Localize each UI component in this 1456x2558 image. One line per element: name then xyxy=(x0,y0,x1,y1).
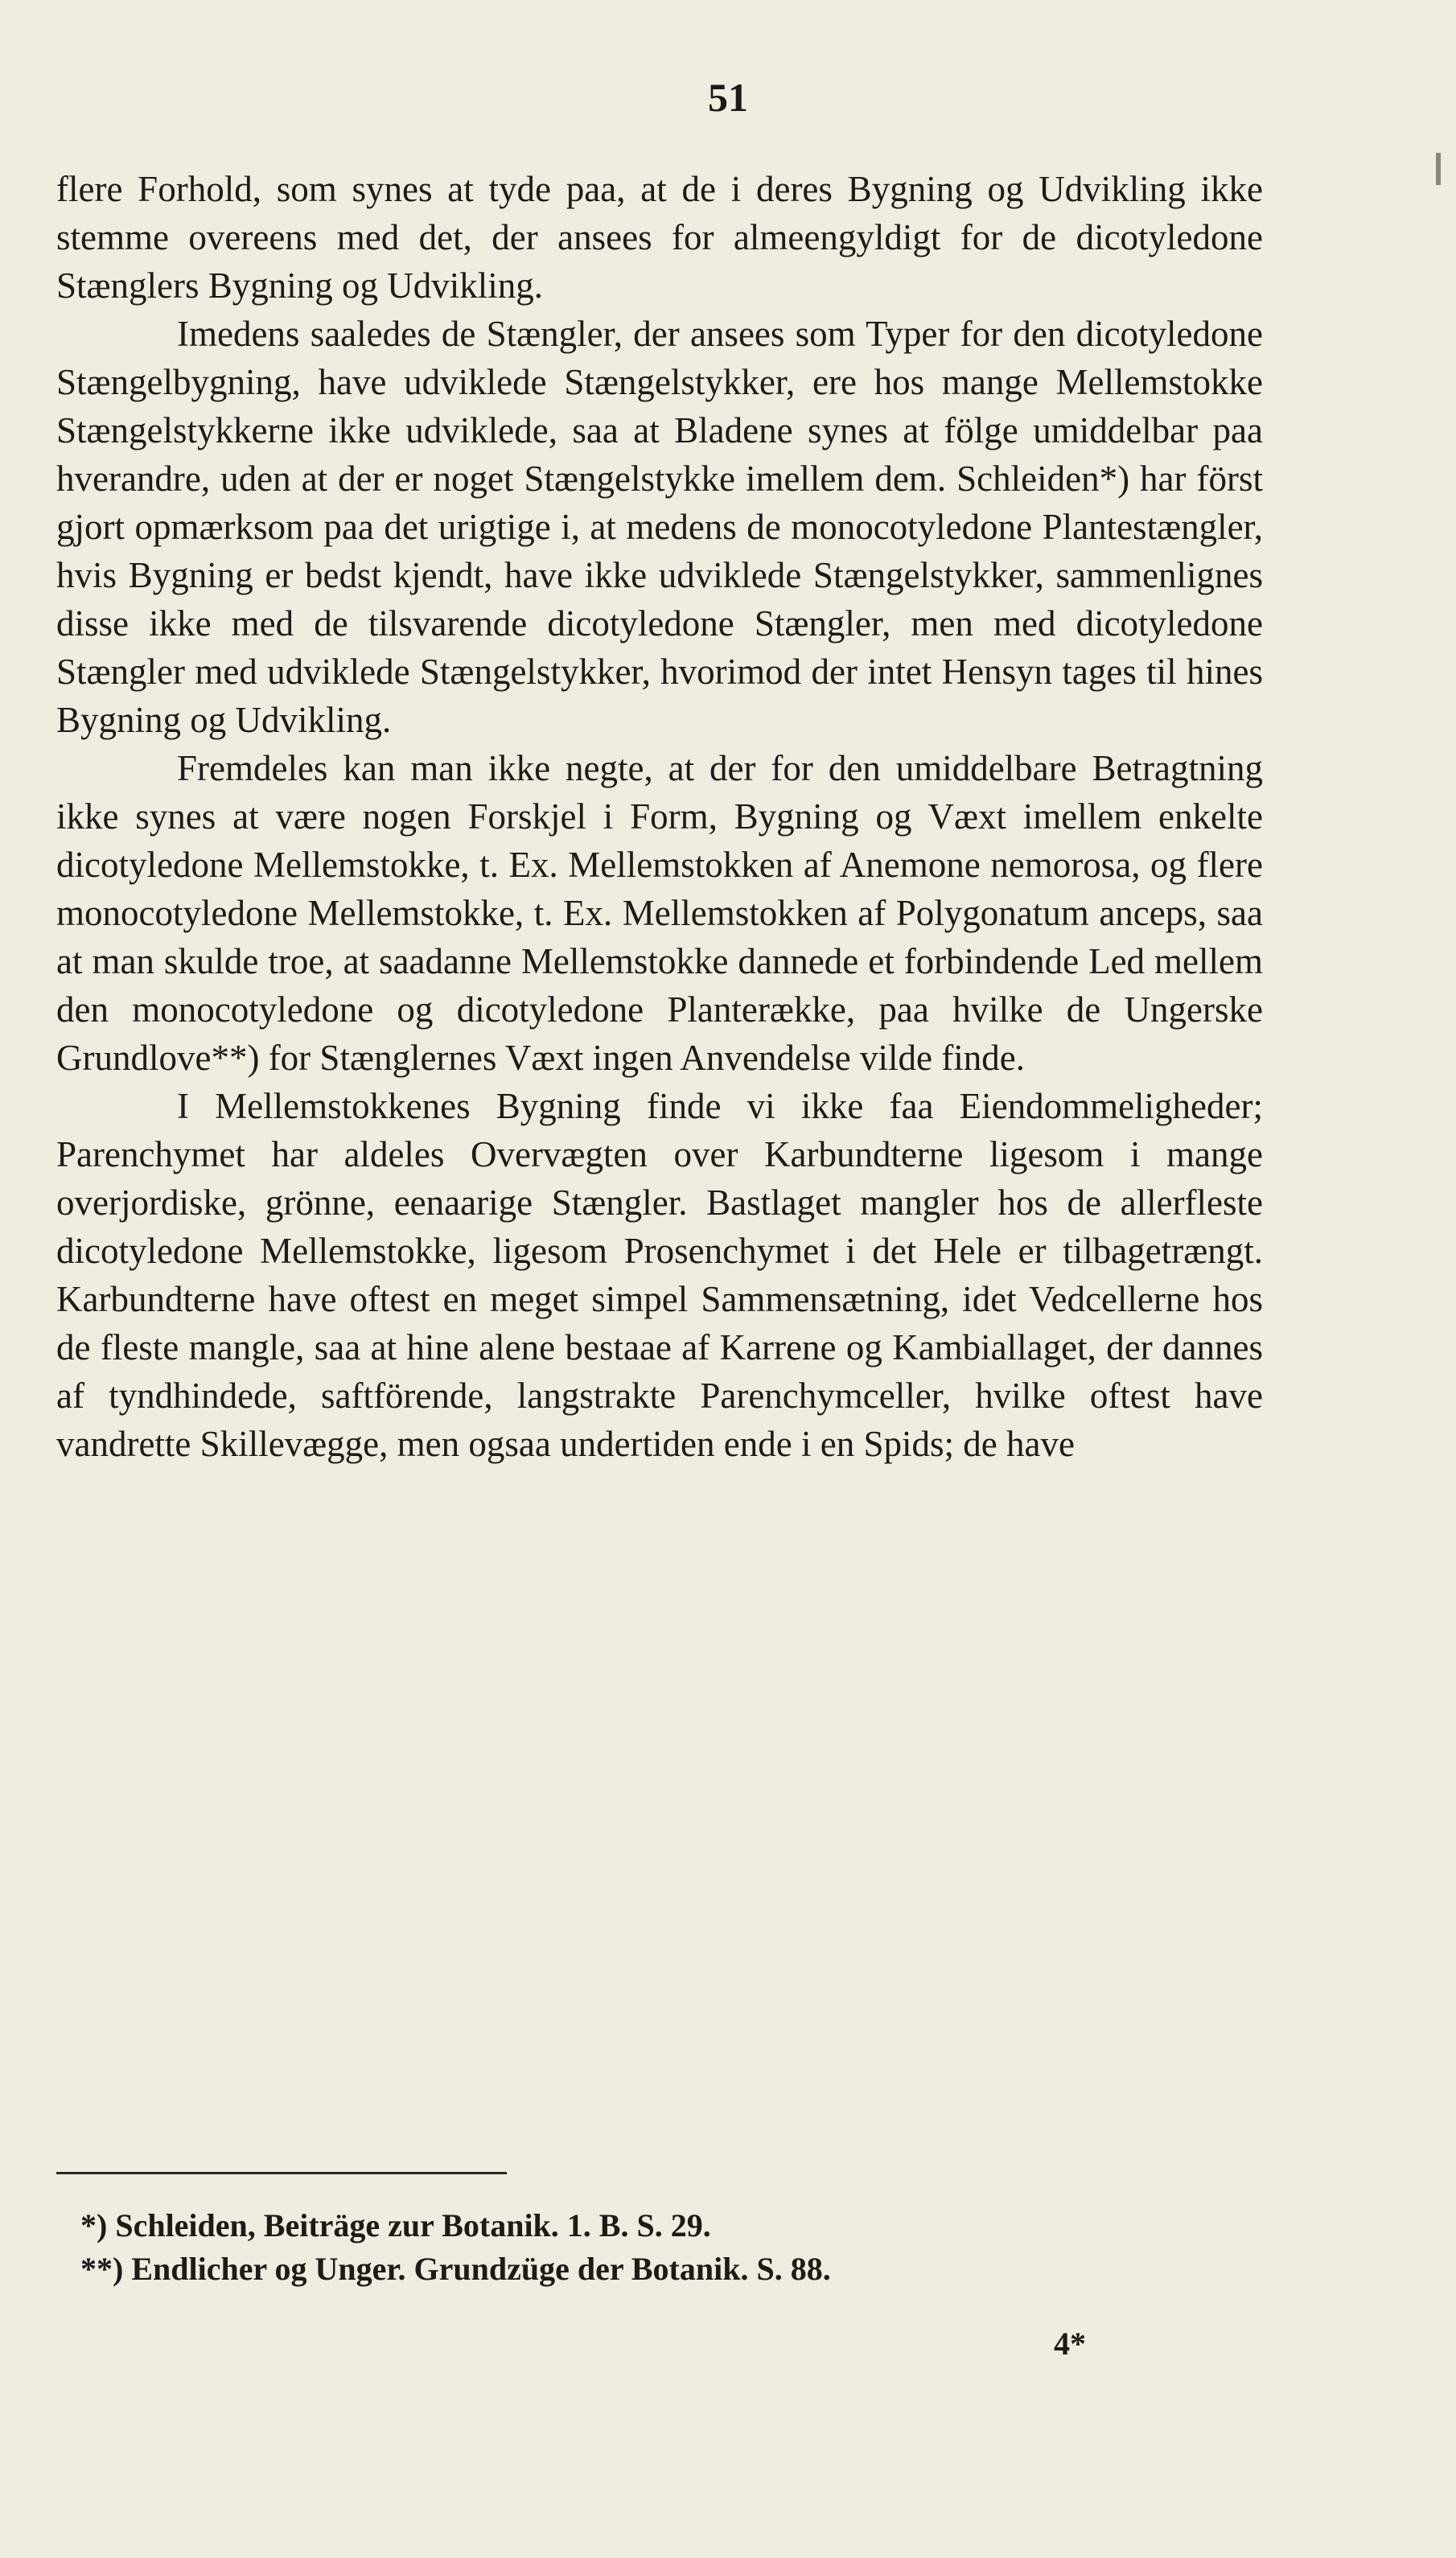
paragraph-1: flere Forhold, som synes at tyde paa, at de i deres Bygning og Udvikling ikke stemme overeens med det, der ansees for almeengyldigt for de dicotyledone Stænglers Bygning og Udvikling. xyxy=(56,169,1263,306)
body-text xyxy=(56,165,1263,1468)
paragraph-3: Fremdeles kan man ikke negte, at der for den umiddelbare Betragtning ikke synes at være nogen Forskjel i Form, Bygning og Væxt imellem enkelte dicotyledone Mellemstokke, t. Ex. Mellemstokken af Anemone nemorosa, og flere monocotyledone Mellemstokke, t. Ex. Mellemstokken af Polygonatum anceps, saa at man skulde troe, at saadanne Mellemstokke dannede et forbindende Led mellem den monocotyledone og dicotyledone Planterække, paa hvilke de Ungerske Grundlove**) for Stænglernes Væxt ingen Anvendelse vilde finde. xyxy=(56,748,1263,1078)
paragraph-4: I Mellemstokkenes Bygning finde vi ikke faa Eiendommeligheder; Parenchymet har aldeles Overvægten over Karbundterne ligesom i mange overjordiske, grönne, eenaarige Stængler. Bastlaget mangler hos de allerfleste dicotyledone Mellemstokke, ligesom Prosenchymet i det Hele er tilbagetrængt. Karbundterne have oftest en meget simpel Sammensætning, idet Vedcellerne hos de fleste mangle, saa at hine alene bestaae af Karrene og Kambiallaget, der dannes af tyndhindede, saftförende, langstrakte Parenchymceller, hvilke oftest have vandrette Skillevægge, men ogsaa undertiden ende i en Spids; de have xyxy=(56,1086,1263,1464)
paragraph-2: Imedens saaledes de Stængler, der ansees som Typer for den dicotyledone Stængelbygning, have udviklede Stængelstykker, ere hos mange Mellemstokke Stængelstykkerne ikke udviklede, saa at Bladene synes at fölge umiddelbar paa hverandre, uden at der er noget Stængelstykke imellem dem. Schleiden*) har först gjort opmærksom paa det urigtige i, at medens de monocotyledone Plantestængler, hvis Bygning er bedst kjendt, have ikke udviklede Stængelstykker, sammenlignes disse ikke med de tilsvarende dicotyledone Stængler, men med dicotyledone Stængler med udviklede Stængelstykker, hvorimod der intet Hensyn tages til hines Bygning og Udvikling. xyxy=(56,314,1263,740)
page-number: 51 xyxy=(708,75,748,120)
page-edge-mark xyxy=(1436,153,1441,185)
footnote-divider xyxy=(56,2172,507,2174)
footnotes xyxy=(80,2204,1207,2291)
signature-mark: 4* xyxy=(1054,2326,1086,2362)
footnote-2: **) Endlicher og Unger. Grundzüge der Botanik. S. 88. xyxy=(80,2251,831,2287)
footnote-1: *) Schleiden, Beiträge zur Botanik. 1. B. S. 29. xyxy=(80,2207,711,2243)
